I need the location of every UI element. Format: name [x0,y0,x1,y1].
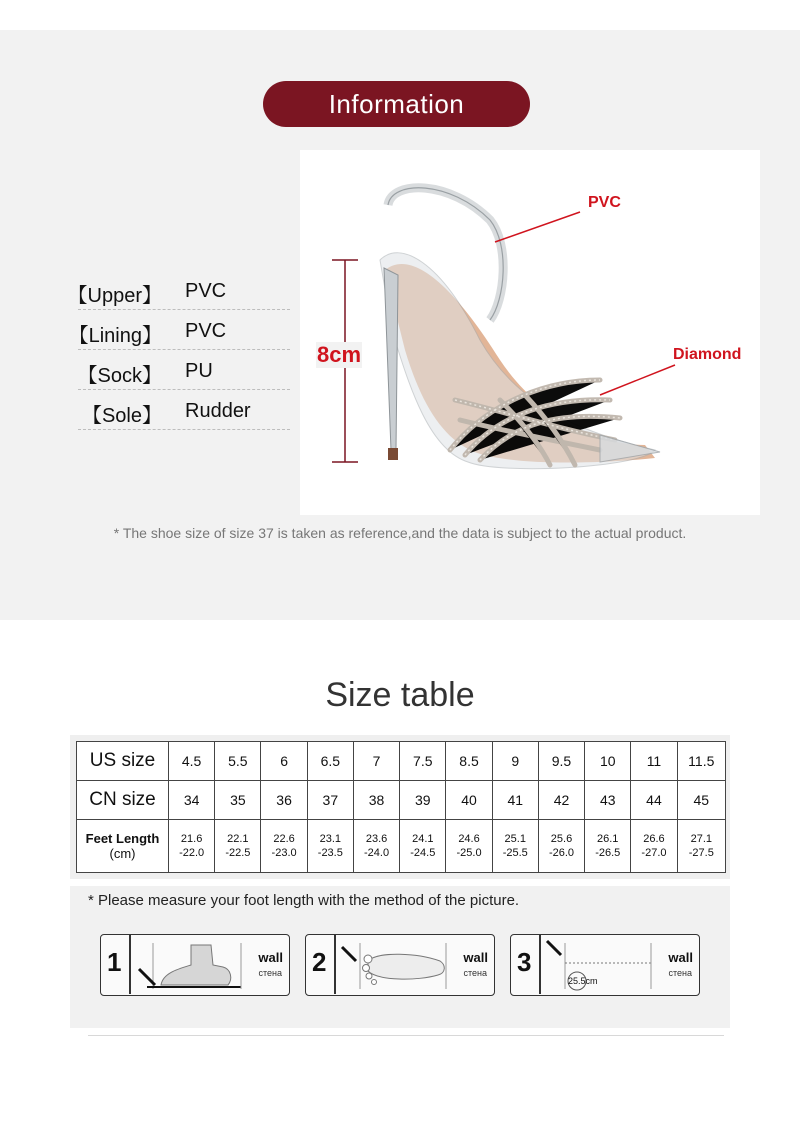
row-header [77,820,169,873]
range-to: -24.5 [410,847,436,860]
table-cell: 44 [631,781,677,820]
spec-value: PU [185,360,213,382]
row-header: US size [77,742,169,781]
table-cell: 8.5 [446,742,492,781]
range-from: 23.6 [365,833,388,846]
step-number: 2 [312,947,327,977]
foot-top-icon [338,939,453,993]
range-from: 21.6 [180,833,203,846]
information-panel [0,30,800,620]
range-to: -25.0 [456,847,482,860]
table-cell [215,820,261,873]
range-from: 26.6 [643,833,665,846]
foot-side-icon [133,939,248,993]
table-cell: 39 [400,781,446,820]
spec-value: PVC [185,280,227,302]
range-to: -23.5 [317,847,343,860]
table-cell: 7 [353,742,399,781]
table-cell [446,820,492,873]
header-line: Feet Length [85,831,160,847]
range-to: -27.5 [688,847,714,860]
range-from: 22.6 [273,833,295,846]
spec-row-sock [78,350,290,390]
table-cell [677,820,725,873]
wall-label: wall [463,950,488,965]
range-to: -27.0 [641,847,667,860]
table-cell [307,820,353,873]
pvc-annotation: PVC [588,194,621,211]
heel-height-label: 8cm [317,342,362,367]
table-cell: 42 [538,781,584,820]
table-cell: 11 [631,742,677,781]
spec-row-sole [78,390,290,430]
spec-list [67,270,290,430]
diamond-annotation: Diamond [673,346,742,363]
reference-note: * The shoe size of size 37 is taken as reference,and the data is subject to the actual product. [113,525,687,541]
table-cell: 40 [446,781,492,820]
table-cell: 35 [215,781,261,820]
step-number: 1 [107,947,122,977]
range-to: -26.0 [548,847,575,860]
range-from: 26.1 [597,833,619,846]
range-from: 23.1 [319,833,342,846]
row-header: CN size [77,781,169,820]
range-to: -22.0 [179,847,205,860]
measure-step-3 [510,934,700,996]
range-to: -22.5 [225,847,251,860]
wall-label-ru: стена [463,968,487,978]
table-cell [400,820,446,873]
table-row [77,781,726,820]
table-cell: 9 [492,742,538,781]
wall-label-ru: стена [258,968,282,978]
shoe-illustration-icon [300,150,760,515]
information-title: Information [263,81,530,127]
range-from: 27.1 [690,833,712,846]
table-cell [261,820,307,873]
table-row [77,820,726,873]
wall-label: wall [668,950,693,965]
measured-length-label: 25.5cm [568,976,598,986]
table-cell [631,820,677,873]
table-cell: 34 [169,781,215,820]
step-divider [129,935,131,994]
table-cell: 4.5 [169,742,215,781]
table-cell: 41 [492,781,538,820]
spec-label: 【Sock】 [77,365,162,387]
table-cell [169,820,215,873]
table-cell [353,820,399,873]
measure-panel [70,886,730,1028]
table-cell: 37 [307,781,353,820]
divider [88,1035,724,1036]
table-cell: 43 [585,781,631,820]
spec-row-lining [68,310,290,350]
table-cell: 6 [261,742,307,781]
range-to: -26.5 [595,847,621,860]
range-from: 25.6 [550,833,573,846]
table-cell [538,820,584,873]
table-cell [585,820,631,873]
spec-value: PVC [185,320,227,342]
range-to: -24.0 [364,847,390,860]
size-table-title: Size table [325,676,475,714]
range-from: 25.1 [504,833,526,846]
table-cell: 6.5 [307,742,353,781]
table-cell: 38 [353,781,399,820]
table-cell: 7.5 [400,742,446,781]
step-number: 3 [517,947,532,977]
spec-label: 【Sole】 [81,405,162,427]
measure-step-2 [305,934,495,996]
table-cell: 5.5 [215,742,261,781]
spec-row-upper [67,270,290,310]
step-divider [539,935,541,994]
table-cell: 45 [677,781,725,820]
spec-label: 【Lining】 [68,325,162,347]
spec-label: 【Upper】 [67,285,162,307]
size-table-frame [70,735,730,879]
range-to: -23.0 [271,847,297,860]
measure-line-icon [543,939,658,993]
table-cell: 10 [585,742,631,781]
header-line: (cm) [109,846,136,862]
measure-note: * Please measure your foot length with the method of the picture. [88,892,520,909]
wall-label-ru: стена [668,968,692,978]
range-from: 24.1 [412,833,434,846]
range-from: 24.6 [458,833,480,846]
table-cell: 9.5 [538,742,584,781]
table-row [77,742,726,781]
range-to: -25.5 [502,847,528,860]
spec-value: Rudder [185,400,251,422]
size-table [76,741,726,873]
step-divider [334,935,336,994]
range-from: 22.1 [227,833,249,846]
wall-label: wall [258,950,283,965]
table-cell: 36 [261,781,307,820]
table-cell [492,820,538,873]
table-cell: 11.5 [677,742,725,781]
shoe-photo [300,150,760,515]
measure-step-1 [100,934,290,996]
